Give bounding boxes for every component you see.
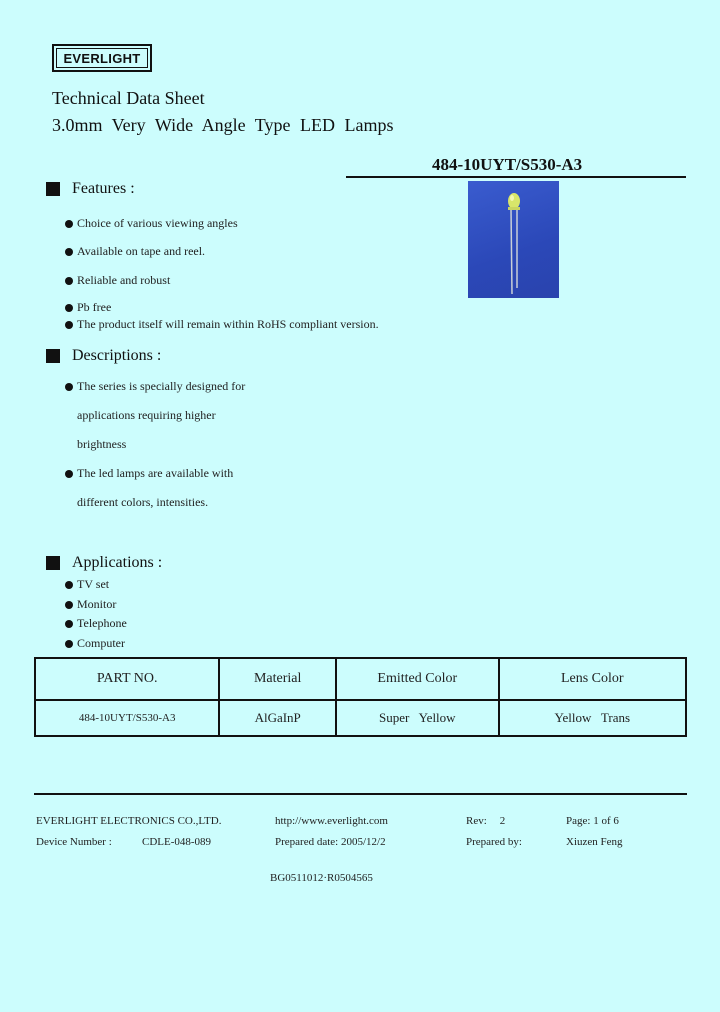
bullet-icon [65,383,73,391]
bullet-icon [65,248,73,256]
list-item [65,273,170,288]
footer-website-link[interactable]: http://www.everlight.com [275,815,388,827]
list-item-continuation: applications requiring higher [77,408,216,422]
features-heading-label: Features : [72,180,135,197]
list-item-text: The product itself will remain within RoHS compliant version. [77,317,379,331]
footer-prepared-date [275,836,386,848]
bullet-icon [65,620,73,628]
footer-rev-label: Rev [466,815,484,827]
list-item [65,379,245,394]
list-item-text: Reliable and robust [77,273,171,287]
list-item [65,300,111,315]
bullet-icon [65,640,73,648]
list-item [65,244,205,259]
footer-company: EVERLIGHT ELECTRONICS CO.,LTD. [36,815,222,827]
document-title: Technical Data Sheet [52,88,205,108]
table-cell: Yellow Trans [499,700,686,736]
list-item [65,597,116,612]
everlight-logo [52,44,152,72]
footer-doc-code: BG0511012·R0504565 [270,872,373,884]
list-item-text: Telephone [77,616,127,630]
document-subtitle: 3.0mm Very Wide Angle Type LED Lamps [52,115,394,135]
table-header-cell: Emitted Color [336,658,499,700]
footer-rule [34,793,687,795]
led-product-photo [468,181,559,298]
table-row [35,700,686,736]
footer-device-label: Device Number : [36,836,112,848]
bullet-icon [65,470,73,478]
table-header-row [35,658,686,700]
table-cell: AlGaInP [219,700,336,736]
descriptions-heading-label: Descriptions : [72,347,162,364]
list-item-text: Pb free [77,300,112,314]
table-header-cell: Material [219,658,336,700]
list-item-text: The series is specially designed for [77,379,246,393]
descriptions-heading [46,347,161,365]
section-square-icon [46,349,60,363]
footer-prepared-by-label: Prepared by: [466,836,522,848]
list-item [65,317,379,332]
list-item-text: TV set [77,577,110,591]
features-heading [46,180,135,198]
list-item [65,216,238,231]
footer-device-value: CDLE-048-089 [142,836,212,848]
list-item [65,577,109,592]
list-item-text: Available on tape and reel. [77,244,206,258]
footer-prepared-date-value: 2005/12/2 [340,836,386,848]
list-item-text: Computer [77,636,125,650]
applications-heading-label: Applications : [72,554,163,571]
list-item-continuation: different colors, intensities. [77,495,209,509]
section-square-icon [46,556,60,570]
table-cell: Super Yellow [336,700,499,736]
footer-prepared-date-label: Prepared date: [275,836,339,848]
list-item [65,466,233,481]
table-cell: 484-10UYT/S530-A3 [35,700,219,736]
list-item-continuation: brightness [77,437,127,451]
part-number-heading: 484-10UYT/S530-A3 [432,155,583,174]
bullet-icon [65,601,73,609]
bullet-icon [65,581,73,589]
footer-rev: Rev: 2 [466,815,506,827]
list-item [65,616,127,631]
part-number-rule [346,176,686,178]
list-item-text: The led lamps are available with [77,466,234,480]
list-item-text: Monitor [77,597,117,611]
footer-rev-value: 2 [499,815,506,827]
table-header-cell: PART NO. [35,658,219,700]
applications-heading [46,554,162,572]
section-square-icon [46,182,60,196]
bullet-icon [65,304,73,312]
bullet-icon [65,277,73,285]
table-header-cell: Lens Color [499,658,686,700]
bullet-icon [65,220,73,228]
bullet-icon [65,321,73,329]
list-item [65,636,125,651]
footer-page: Page: 1 of 6 [566,815,619,827]
logo-text: EVERLIGHT [56,48,148,68]
spec-table [34,657,687,737]
footer-prepared-by-value: Xiuzen Feng [566,836,623,848]
list-item-text: Choice of various viewing angles [77,216,238,230]
